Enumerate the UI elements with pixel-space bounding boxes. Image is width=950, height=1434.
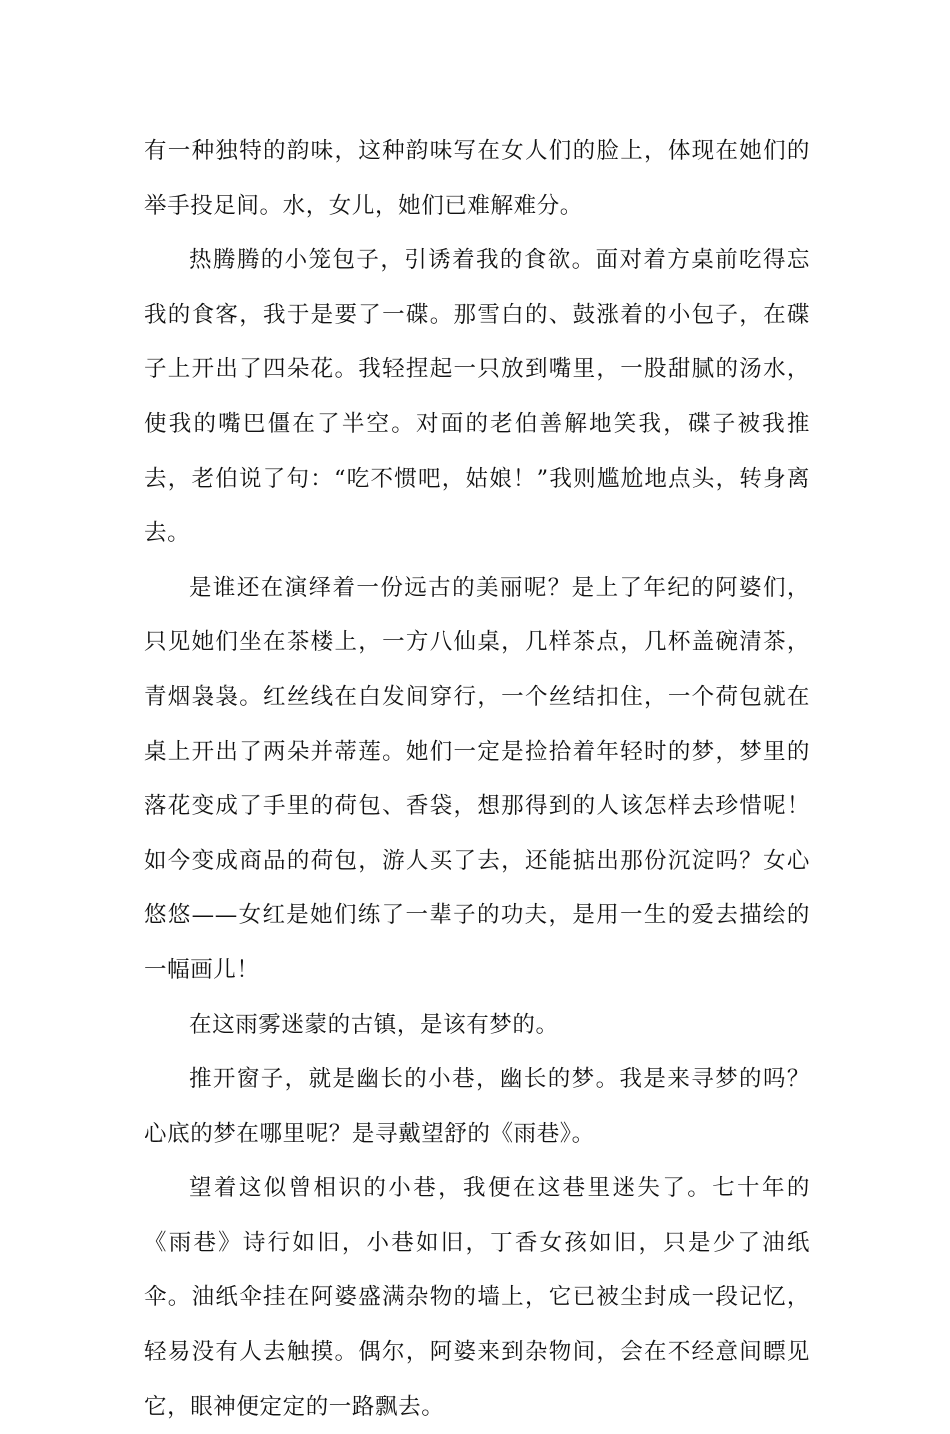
paragraph-continuation: 有一种独特的韵味，这种韵味写在女人们的脸上，体现在她们的举手投足间。水，女儿，她们已难解难分。 (144, 138, 810, 219)
paragraph-grannies: 是谁还在演绎着一份远古的美丽呢？是上了年纪的阿婆们，只见她们坐在茶楼上，一方八仙桌，几样茶点，几杯盖碗清茶，青烟袅袅。红丝线在白发间穿行，一个丝结扣住，一个荷包就在桌上开出了两朵并蒂莲。她们一定是捡拾着年轻时的梦，梦里的落花变成了手里的荷包、香袋，想那得到的人该怎样去珍惜呢！如今变成商品的荷包，游人买了去，还能掂出那份沉淀吗？女心悠悠——女红是她们练了一辈子的功夫，是用一生的爱去描绘的一幅画儿！ (144, 574, 810, 983)
paragraph-open-window: 推开窗子，就是幽长的小巷，幽长的梦。我是来寻梦的吗？心底的梦在哪里呢？是寻戴望舒的《雨巷》。 (144, 1066, 810, 1147)
paragraph-xiaolongbao: 热腾腾的小笼包子，引诱着我的食欲。面对着方桌前吃得忘我的食客，我于是要了一碟。那雪白的、鼓涨着的小包子，在碟子上开出了四朵花。我轻捏起一只放到嘴里，一股甜腻的汤水，使我的嘴巴僵在了半空。对面的老伯善解地笑我，碟子被我推去，老伯说了句：“吃不惯吧，姑娘！”我则尴尬地点头，转身离去。 (144, 247, 810, 547)
paragraph-dream-town: 在这雨雾迷蒙的古镇，是该有梦的。 (189, 1011, 559, 1038)
article-body (144, 124, 810, 1434)
paragraph-rain-alley: 望着这似曾相识的小巷，我便在这巷里迷失了。七十年的《雨巷》诗行如旧，小巷如旧，丁香女孩如旧，只是少了油纸伞。油纸伞挂在阿婆盛满杂物的墙上，它已被尘封成一段记忆，轻易没有人去触摸。偶尔，阿婆来到杂物间，会在不经意间瞟见它，眼神便定定的一路飘去。 (144, 1175, 810, 1420)
